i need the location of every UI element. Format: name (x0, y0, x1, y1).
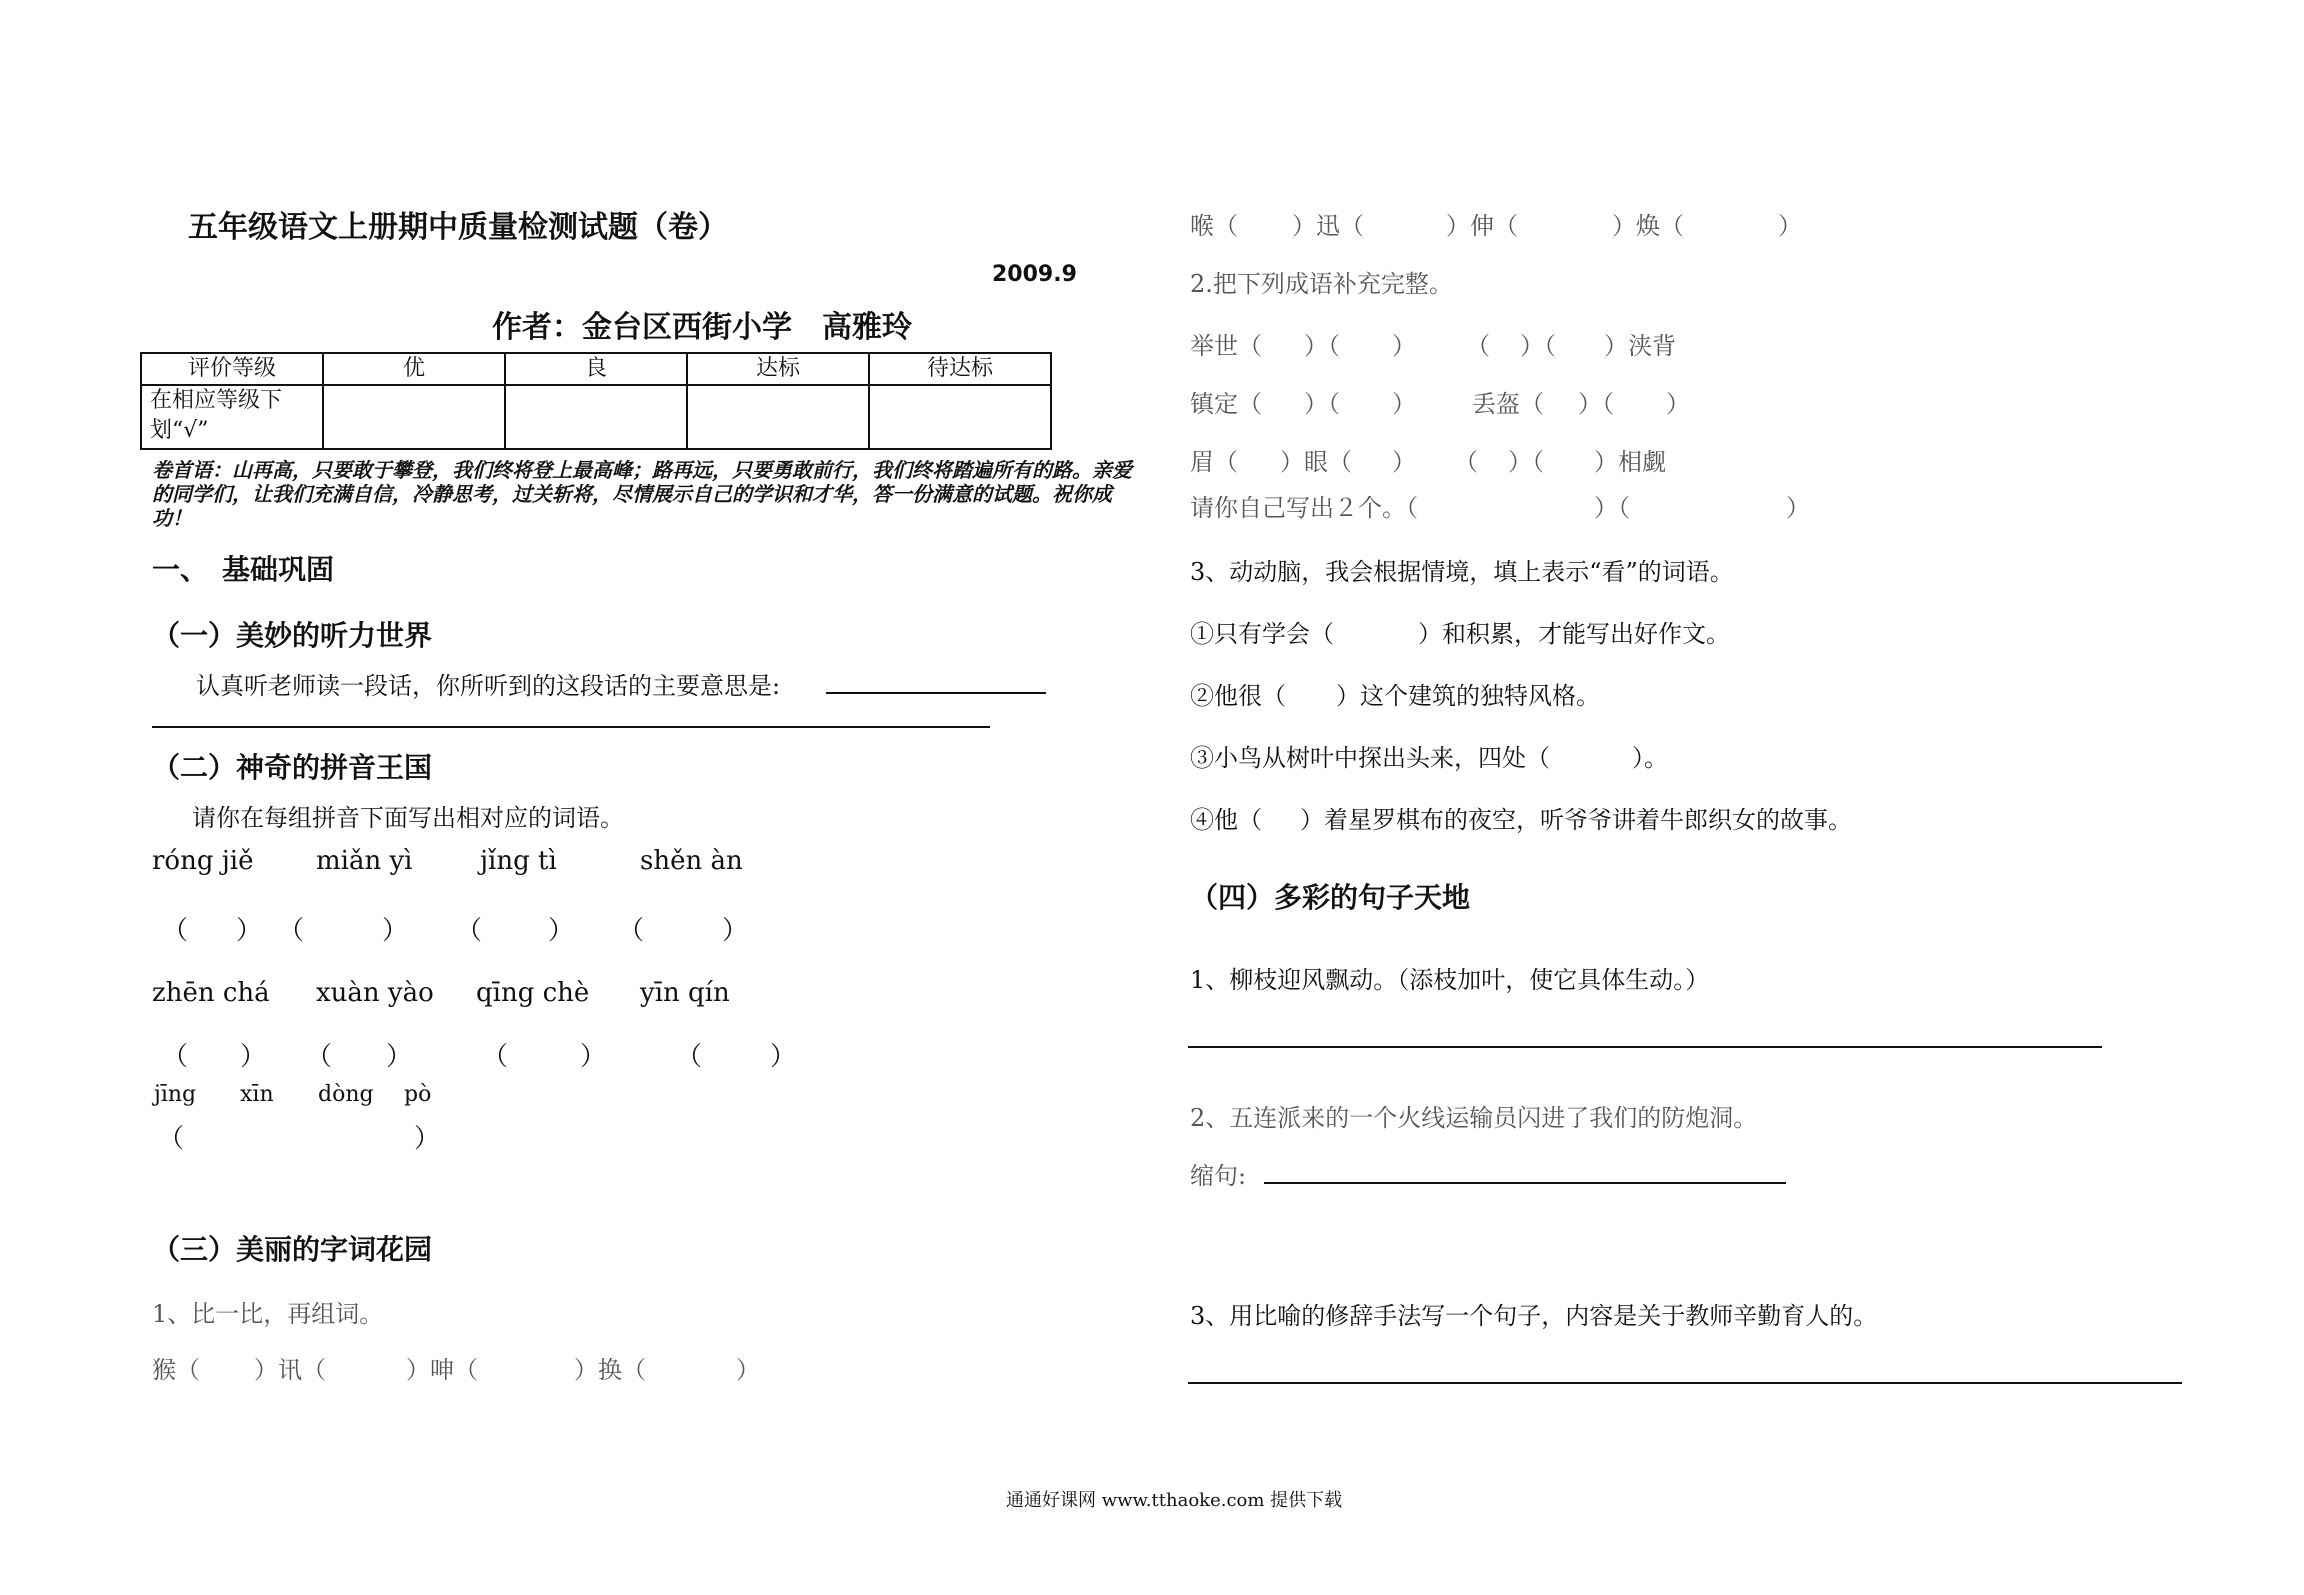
bracket-open[interactable]: （ (162, 1042, 189, 1072)
pinyin-2-4: yīn qín (640, 978, 730, 1008)
idiom-question: 2.把下列成语补充完整。 (1190, 270, 1453, 298)
bracket-open[interactable]: （ (278, 916, 305, 946)
pinyin-2-2: xuàn yào (316, 978, 434, 1008)
part4-title: （四）多彩的句子天地 (1190, 881, 1471, 914)
evaluation-table (140, 352, 1052, 450)
bracket-close: ） (722, 916, 749, 946)
bracket-open[interactable]: （ (158, 1124, 185, 1154)
motto-paragraph: 卷首语：山再高，只要敢于攀登，我们终将登上最高峰；路再远，只要勇敢前行，我们终将踏遍所有的路。亲爱的同学们，让我们充满自信，冷静思考，过关斩将，尽情展示自己的学识和才华，答一份满意的试题。祝你成功！ (152, 458, 1132, 530)
eval-header-good: 良 (505, 353, 687, 385)
bracket-close: ） (770, 1042, 797, 1072)
idiom-1-c: ） (1392, 332, 1416, 360)
part1-answer-line-2[interactable] (152, 726, 990, 728)
look-item-3-a: ③小鸟从树叶中探出头来，四处（ (1190, 744, 1550, 772)
bracket-close: ） (240, 1042, 267, 1072)
idiom-1-e: ）（ (1520, 332, 1556, 360)
pinyin-3-4: pò (404, 1082, 432, 1107)
compare-char-1: 猴（ (152, 1356, 200, 1384)
look-item-1-b: ）和积累，才能写出好作文。 (1418, 620, 1730, 648)
bracket-open[interactable]: （ (482, 1042, 509, 1072)
idiom-write-b: ）（ (1594, 494, 1630, 522)
sentence-1: 1、柳枝迎风飘动。（添枝加叶，使它具体生动。） (1190, 966, 1710, 994)
bracket-open[interactable]: （ (306, 1042, 333, 1072)
idiom-2-e: ）（ (1578, 390, 1614, 418)
bracket-open[interactable]: （ (456, 916, 483, 946)
idiom-3-b: ）眼（ (1280, 448, 1352, 476)
idiom-2-a: 镇定（ (1190, 390, 1262, 418)
bracket-close: ） (580, 1042, 607, 1072)
bracket-open[interactable]: （ (676, 1042, 703, 1072)
author-line: 作者：金台区西街小学 高雅玲 (492, 310, 912, 345)
eval-header-pass: 达标 (687, 353, 869, 385)
idiom-3-a: 眉（ (1190, 448, 1238, 476)
idiom-write-c: ） (1786, 494, 1810, 522)
idiom-write-a: 请你自己写出２个。（ (1190, 494, 1418, 522)
pinyin-2-1: zhēn chá (152, 978, 270, 1008)
look-item-2-b: ）这个建筑的独特风格。 (1336, 682, 1600, 710)
idiom-2-f: ） (1666, 390, 1690, 418)
bracket-close: ） (236, 916, 263, 946)
compare-char-3: ）呻（ (406, 1356, 478, 1384)
compare-char-end: ） (736, 1356, 760, 1384)
idiom-1-f: ）浃背 (1604, 332, 1676, 360)
idiom-2-b: ）（ (1304, 390, 1340, 418)
compare-char-end-2: ） (1778, 212, 1802, 240)
idiom-2-c: ） (1392, 390, 1416, 418)
sentence-3-answer-line[interactable] (1188, 1382, 2182, 1384)
bracket-open[interactable]: （ (618, 916, 645, 946)
pinyin-1-1: róng jiě (152, 846, 254, 876)
look-item-1-a: ①只有学会（ (1190, 620, 1334, 648)
compare-char-5: 喉（ (1190, 212, 1238, 240)
look-question: 3、动动脑，我会根据情境，填上表示“看”的词语。 (1190, 558, 1734, 586)
idiom-3-c: ） (1392, 448, 1416, 476)
pinyin-1-3: jǐng tì (480, 846, 557, 876)
compare-char-4: ）换（ (574, 1356, 646, 1384)
bracket-close: ） (386, 1042, 413, 1072)
idiom-2-d: 丢盔（ (1472, 390, 1544, 418)
look-item-2-a: ②他很（ (1190, 682, 1286, 710)
idiom-1-a: 举世（ (1190, 332, 1262, 360)
footer-credit: 通通好课网 www.tthaoke.com 提供下载 (1006, 1490, 1343, 1511)
bracket-close: ） (414, 1124, 441, 1154)
pinyin-3-1: jīng (154, 1082, 197, 1107)
pinyin-2-3: qīng chè (476, 978, 590, 1008)
idiom-3-e: ）（ (1508, 448, 1544, 476)
eval-row-label: 在相应等级下划“√” (141, 385, 323, 449)
section-basic: 一、 基础巩固 (152, 553, 335, 586)
part3-title: （三）美丽的字词花园 (152, 1233, 433, 1266)
exam-date: 2009.9 (992, 262, 1077, 287)
eval-header-excellent: 优 (323, 353, 505, 385)
idiom-1-d: （ (1466, 332, 1490, 360)
sentence-2-answer-line[interactable] (1264, 1182, 1786, 1184)
part2-title: （二）神奇的拼音王国 (152, 751, 433, 784)
pinyin-1-4: shěn àn (640, 846, 743, 876)
look-item-3-b: ）。 (1632, 744, 1668, 772)
bracket-open[interactable]: （ (162, 916, 189, 946)
eval-cell-good[interactable] (505, 385, 687, 449)
look-item-4-a: ④他（ (1190, 806, 1262, 834)
eval-cell-excellent[interactable] (323, 385, 505, 449)
look-item-4-b: ）着星罗棋布的夜空，听爷爷讲着牛郎织女的故事。 (1300, 806, 1852, 834)
eval-header-grade: 评价等级 (141, 353, 323, 385)
compare-char-6: ）迅（ (1292, 212, 1364, 240)
idiom-1-b: ）（ (1304, 332, 1340, 360)
part1-title: （一）美妙的听力世界 (152, 619, 433, 652)
pinyin-3-3: dòng (318, 1082, 374, 1107)
sentence-2-label: 缩句: (1190, 1162, 1247, 1190)
part2-prompt: 请你在每组拼音下面写出相对应的词语。 (192, 804, 624, 832)
eval-cell-needs[interactable] (869, 385, 1051, 449)
compare-char-2: ）讯（ (254, 1356, 326, 1384)
eval-header-needs: 待达标 (869, 353, 1051, 385)
compare-char-7: ）伸（ (1446, 212, 1518, 240)
bracket-close: ） (382, 916, 409, 946)
sentence-2: 2、五连派来的一个火线运输员闪进了我们的防炮洞。 (1190, 1104, 1758, 1132)
part1-prompt: 认真听老师读一段话，你所听到的这段话的主要意思是: (196, 672, 781, 700)
compare-char-8: ）焕（ (1612, 212, 1684, 240)
pinyin-1-2: miǎn yì (316, 846, 413, 876)
idiom-3-d: （ (1454, 448, 1478, 476)
exam-title: 五年级语文上册期中质量检测试题（卷） (188, 210, 728, 245)
pinyin-3-2: xīn (240, 1082, 274, 1107)
part3-q1: 1、比一比，再组词。 (152, 1300, 384, 1328)
sentence-1-answer-line[interactable] (1188, 1046, 2102, 1048)
bracket-close: ） (548, 916, 575, 946)
part1-answer-line-1[interactable] (826, 692, 1046, 694)
eval-cell-pass[interactable] (687, 385, 869, 449)
idiom-3-f: ）相觑 (1594, 448, 1666, 476)
sentence-3: 3、用比喻的修辞手法写一个句子，内容是关于教师辛勤育人的。 (1190, 1302, 1878, 1330)
